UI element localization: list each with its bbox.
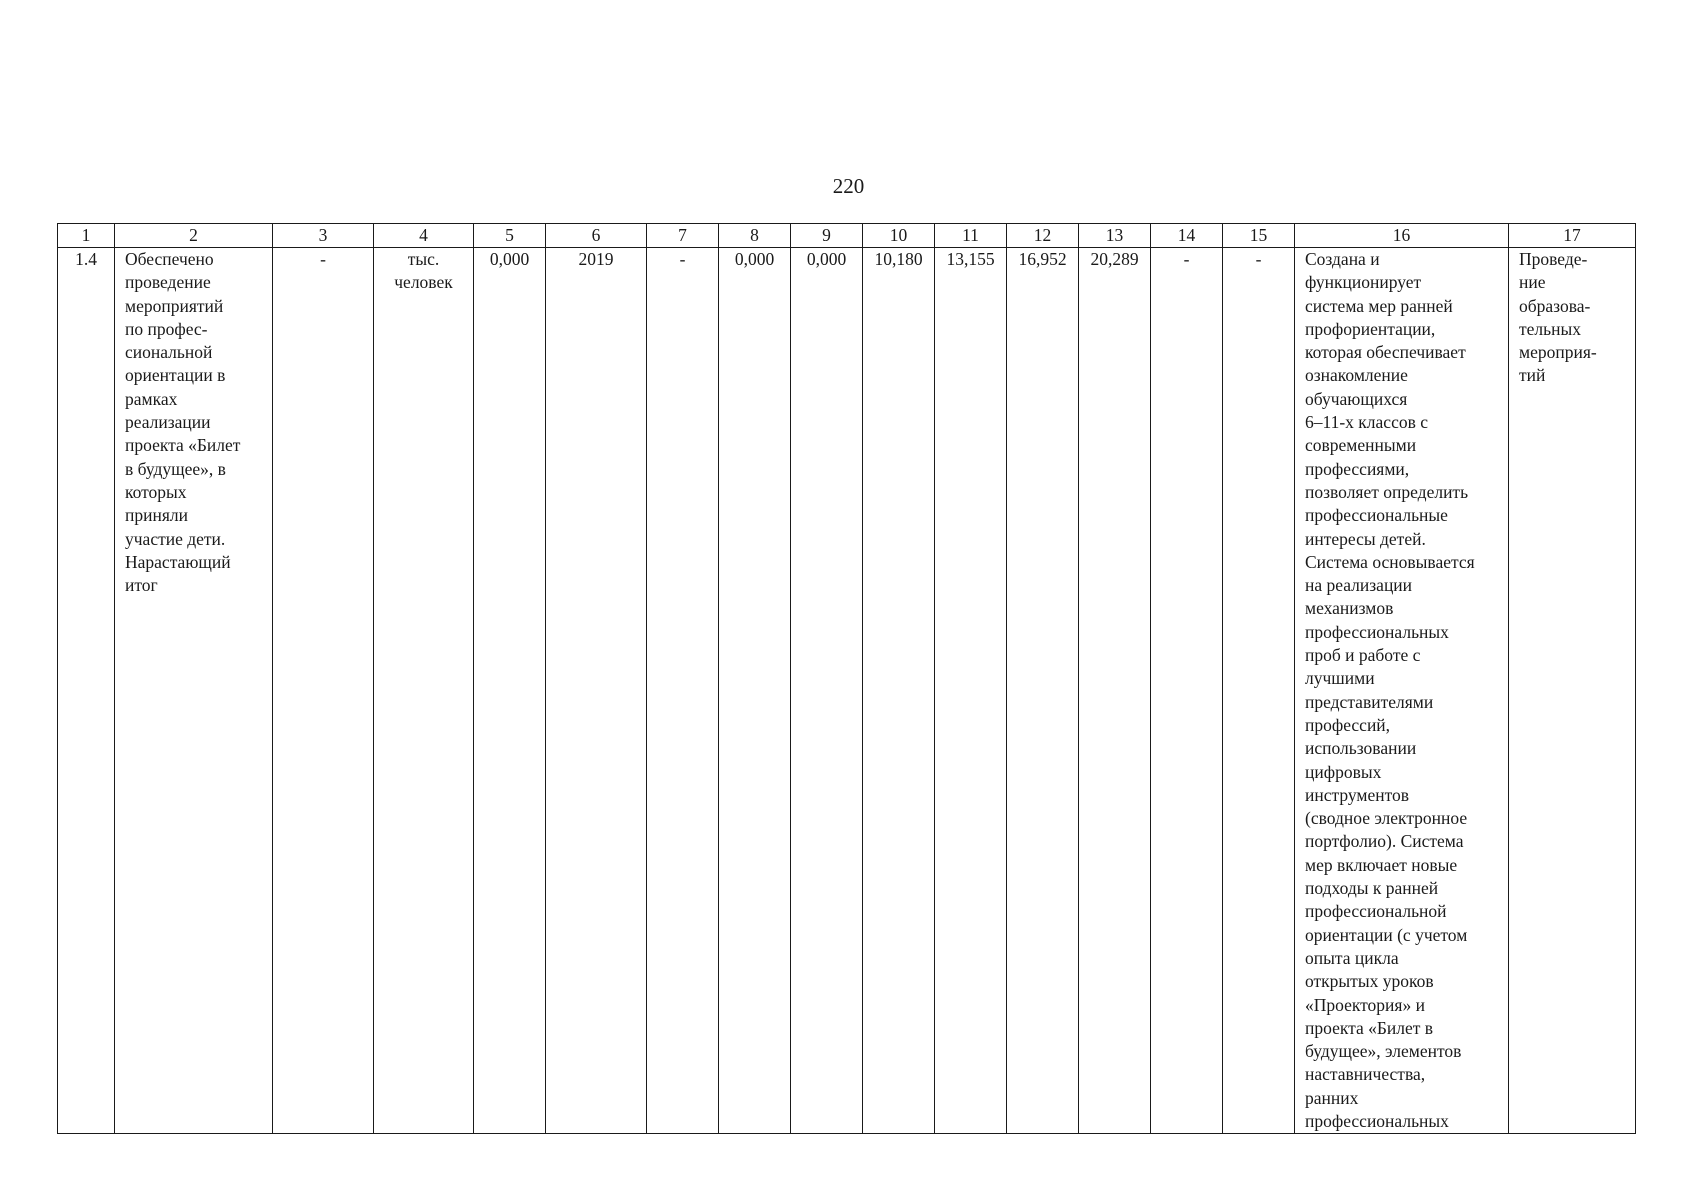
- value-cell: 0,000: [791, 248, 863, 1134]
- column-number: 1: [58, 224, 115, 248]
- column-number: 3: [273, 224, 374, 248]
- column-number-row: [58, 224, 1636, 248]
- base-year-cell: 2019: [546, 248, 647, 1134]
- column-number: 5: [474, 224, 546, 248]
- column-number: 4: [374, 224, 474, 248]
- column-number: 6: [546, 224, 647, 248]
- column-number: 11: [935, 224, 1007, 248]
- column-number: 7: [647, 224, 719, 248]
- column-number: 2: [115, 224, 273, 248]
- value-cell: 16,952: [1007, 248, 1079, 1134]
- row-number-cell: 1.4: [58, 248, 115, 1134]
- table-cell: -: [647, 248, 719, 1134]
- value-cell: 13,155: [935, 248, 1007, 1134]
- base-value-cell: 0,000: [474, 248, 546, 1134]
- page-number: 220: [832, 174, 865, 198]
- column-number: 17: [1509, 224, 1636, 248]
- value-cell: 0,000: [719, 248, 791, 1134]
- table-row: [58, 248, 1636, 1134]
- data-table: [57, 223, 1636, 1134]
- column-number: 15: [1223, 224, 1295, 248]
- column-number: 9: [791, 224, 863, 248]
- table-cell: -: [273, 248, 374, 1134]
- column-number: 10: [863, 224, 935, 248]
- description-cell: Создана и функционирует система мер ранней профориентации, которая обеспечивает ознакомление обучающихся 6–11-х классов с современными профессиями, позволяет определить профессиональные интересы детей. Система основывается на реализации механизмов профессиональных проб и работе с лучшими представителями профессий, использовании цифровых инструментов (сводное электронное портфолио). Система мер включает новые подходы к ранней профессиональной ориентации (с учетом опыта цикла открытых уроков «Проектория» и проекта «Билет в будущее», элементов наставничества, ранних профессиональных: [1295, 248, 1509, 1134]
- indicator-name-cell: Обеспечено проведение мероприятий по профес- сиональной ориентации в рамках реализации проекта «Билет в будущее», в которых приняли участие дети. Нарастающий итог: [115, 248, 273, 1134]
- column-number: 12: [1007, 224, 1079, 248]
- table-cell: -: [1151, 248, 1223, 1134]
- event-type-cell: Проведе- ние образова- тельных мероприя- тий: [1509, 248, 1636, 1134]
- column-number: 13: [1079, 224, 1151, 248]
- value-cell: 10,180: [863, 248, 935, 1134]
- unit-cell: тыс. человек: [374, 248, 474, 1134]
- column-number: 8: [719, 224, 791, 248]
- column-number: 14: [1151, 224, 1223, 248]
- value-cell: 20,289: [1079, 248, 1151, 1134]
- table-cell: -: [1223, 248, 1295, 1134]
- column-number: 16: [1295, 224, 1509, 248]
